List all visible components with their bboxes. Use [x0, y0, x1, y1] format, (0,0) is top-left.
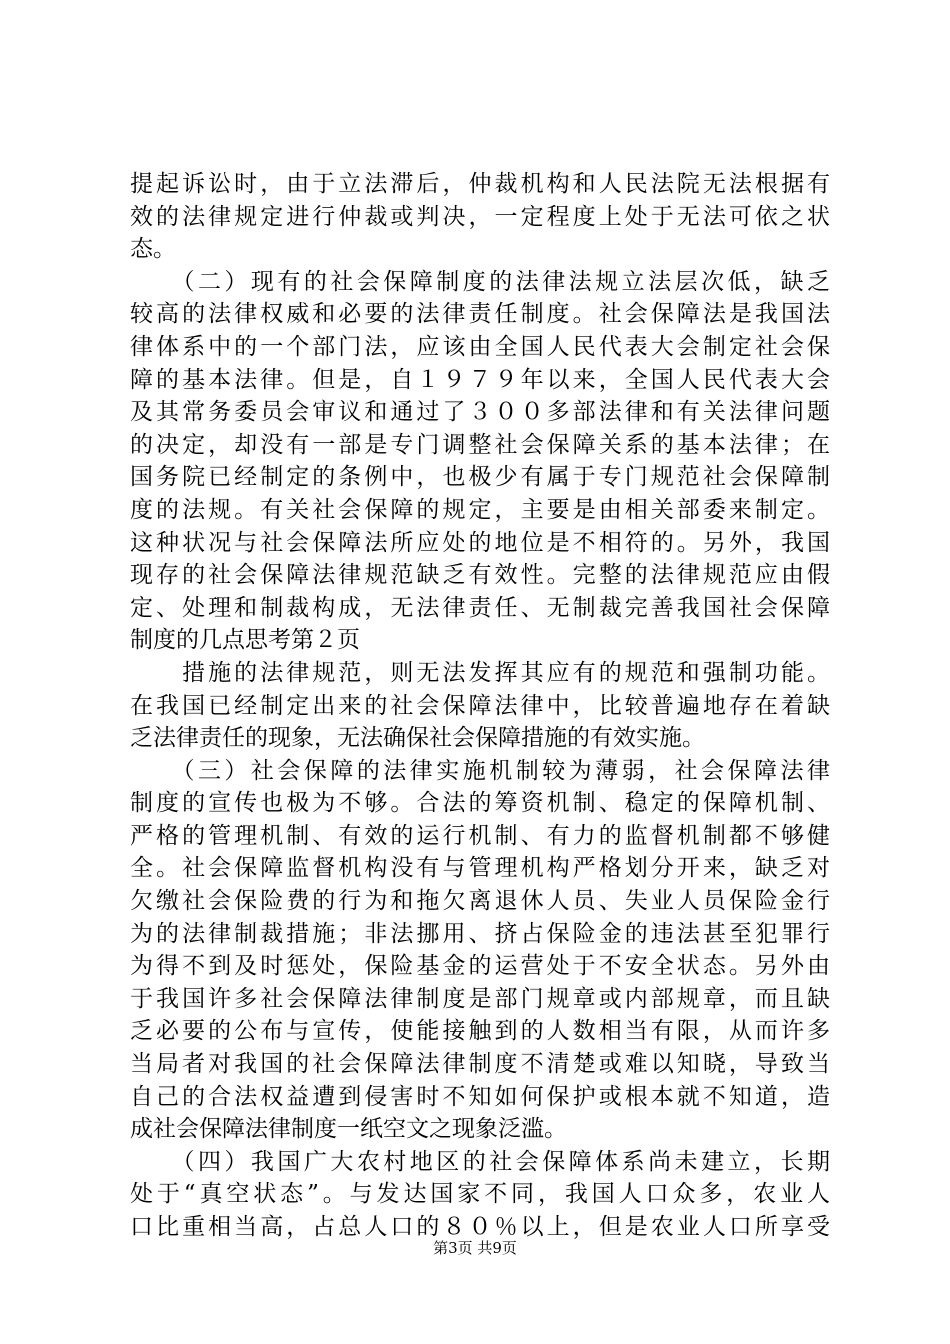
text-line: 律体系中的一个部门法，应该由全国人民代表大会制定社会保: [130, 333, 830, 360]
text-line: 制度的几点思考第２页: [130, 627, 360, 654]
text-line: 全。社会保障监督机构没有与管理机构严格划分开来，缺乏对: [130, 855, 830, 882]
text-line: 较高的法律权威和必要的法律责任制度。社会保障法是我国法: [130, 301, 830, 328]
text-line: 在我国已经制定出来的社会保障法律中，比较普遍地存在着缺: [130, 692, 830, 719]
text-line: 度的法规。有关社会保障的规定，主要是由相关部委来制定。: [130, 496, 830, 523]
text-line: 障的基本法律。但是，自１９７９年以来，全国人民代表大会: [130, 366, 830, 393]
text-line: 为得不到及时惩处，保险基金的运营处于不安全状态。另外由: [130, 953, 830, 980]
text-line: 的决定，却没有一部是专门调整社会保障关系的基本法律；在: [130, 431, 830, 458]
text-line: 措施的法律规范，则无法发挥其应有的规范和强制功能。: [130, 659, 830, 686]
text-line: 及其常务委员会审议和通过了３００多部法律和有关法律问题: [130, 399, 830, 426]
text-line: 当局者对我国的社会保障法律制度不清楚或难以知晓，导致当: [130, 1051, 830, 1078]
text-line: 严格的管理机制、有效的运行机制、有力的监督机制都不够健: [130, 822, 830, 849]
text-line: 定、处理和制裁构成，无法律责任、无制裁完善我国社会保障: [130, 594, 830, 621]
text-line: （三）社会保障的法律实施机制较为薄弱，社会保障法律: [130, 757, 830, 784]
text-line: 自己的合法权益遭到侵害时不知如何保护或根本就不知道，造: [130, 1083, 830, 1110]
text-line: 提起诉讼时，由于立法滞后，仲裁机构和人民法院无法根据有: [130, 171, 830, 197]
text-line: 于我国许多社会保障法律制度是部门规章或内部规章，而且缺: [130, 985, 830, 1012]
text-line: 态。: [130, 236, 176, 263]
text-line: （二）现有的社会保障制度的法律法规立法层次低，缺乏: [130, 268, 830, 295]
text-line: 乏必要的公布与宣传，使能接触到的人数相当有限，从而许多: [130, 1018, 830, 1045]
text-line: （四）我国广大农村地区的社会保障体系尚未建立，长期: [130, 1148, 830, 1175]
text-line: 为的法律制裁措施；非法挪用、挤占保险金的违法甚至犯罪行: [130, 920, 830, 947]
text-line: 欠缴社会保险费的行为和拖欠离退休人员、失业人员保险金行: [130, 888, 830, 915]
document-body: [130, 168, 830, 1244]
text-line: 效的法律规定进行仲裁或判决，一定程度上处于无法可依之状: [130, 203, 830, 230]
text-line: 成社会保障法律制度一纸空文之现象泛滥。: [130, 1116, 567, 1143]
text-line: 现存的社会保障法律规范缺乏有效性。完整的法律规范应由假: [130, 562, 830, 589]
text-line: 处于“真空状态”。与发达国家不同，我国人口众多，农业人: [130, 1181, 830, 1208]
text-line: 制度的宣传也极为不够。合法的筹资机制、稳定的保障机制、: [130, 790, 830, 817]
text-line: 乏法律责任的现象，无法确保社会保障措施的有效实施。: [130, 725, 705, 752]
page-footer: 第3页 共9页: [433, 1239, 517, 1257]
text-line: 这种状况与社会保障法所应处的地位是不相符的。另外，我国: [130, 529, 830, 556]
text-line: 国务院已经制定的条例中，也极少有属于专门规范社会保障制: [130, 464, 830, 491]
text-line: 口比重相当高，占总人口的８０％以上，但是农业人口所享受: [130, 1214, 830, 1240]
